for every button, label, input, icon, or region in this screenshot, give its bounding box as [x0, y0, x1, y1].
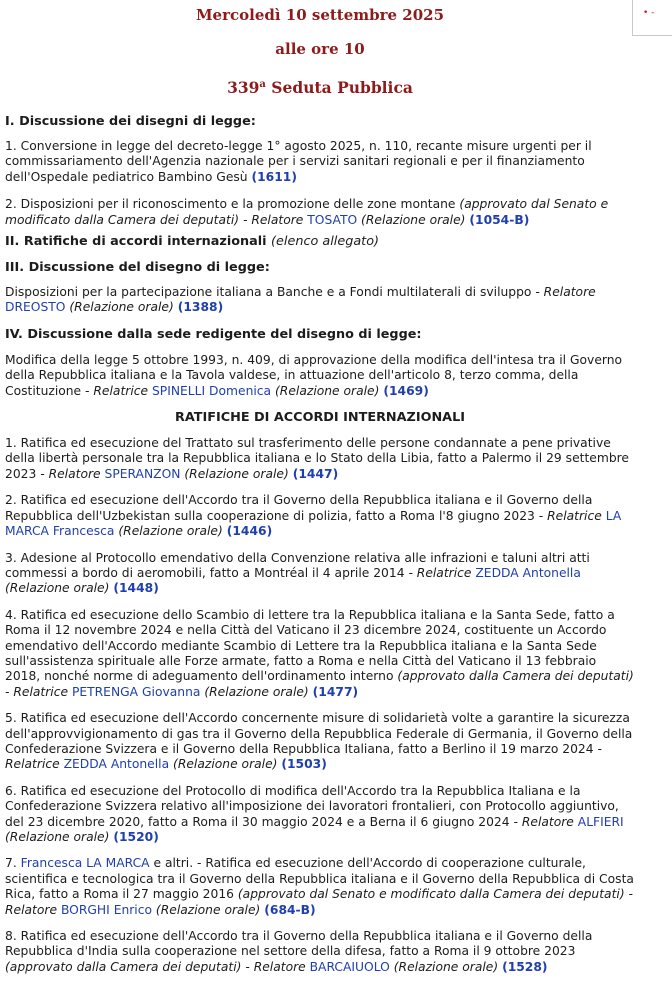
section-2-title: . Ratifiche di accordi internazionali	[14, 234, 267, 250]
item-3: Disposizioni per la partecipazione italiana a Banche e a Fondi multilaterali di sviluppo - Relatore DREOSTO (Relazione orale) (1388)	[5, 285, 596, 315]
ratifiche-title: RATIFICHE DI ACCORDI INTERNAZIONALI	[174, 410, 465, 426]
corner-mark-text: • -	[643, 8, 655, 18]
ratifica-3-link[interactable]: 1448	[118, 581, 154, 596]
ratifica-1: 1. Ratifica ed esecuzione del Trattato sul trasferimento delle persone condannate a pene privative della libertà personale tra la Repubblica italiana e lo Stato della Libia, fatto a Palermo il 29 settembre 2023 - Relatore SPERANZON (Relazione orale) (1447)	[5, 436, 629, 481]
ratifica-2-italic: - Relatrice	[538, 508, 606, 523]
item-4-text: Modifica della legge 5 ottobre 1993, n. 409, di approvazione della modifica dell'intesa tra il Governo della Repubblica italiana e la Tavola valdese, in attuazione dell'articolo 8, terzo comma, della Costituzione	[5, 352, 623, 398]
ratifica-1-link[interactable]: 1447	[298, 466, 333, 481]
ratifica-8-text: 8. Ratifica ed esecuzione dell'Accordo tra il Governo della Repubblica italiana e il Governo della Repubblica d'India sulla cooperazione nel settore della difesa, fatto a Roma il 9 ottobre 2023	[5, 929, 593, 959]
ratifica-4-italic: (approvato dalla Camera dei deputati) - Relatrice	[5, 669, 634, 699]
ratifica-7-author-link[interactable]: Francesca LA MARCA	[20, 856, 150, 871]
item-1: 1. Conversione in legge del decreto-legge 1° agosto 2025, n. 110, recante misure urgenti per il commissariamento dell'Agenzia nazionale per i servizi sanitari regionali e per il finanziamento dell'Ospedale pediatrico Bambino Gesù (1611)	[5, 139, 592, 184]
ratifica-2-text: 2. Ratifica ed esecuzione dell'Accordo tra il Governo della Repubblica italiana e il Governo della Repubblica dell'Uzbekistan sulla cooperazione di polizia, fatto a Roma l'8 giugno 2023	[5, 493, 593, 523]
ratifica-8: 8. Ratifica ed esecuzione dell'Accordo tra il Governo della Repubblica italiana e il Governo della Repubblica d'India sulla cooperazione nel settore della difesa, fatto a Roma il 9 ottobre 2023 (approvato dalla Camera dei deputati) - Relatore BARCAIUOLO (Relazione orale) (1528)	[5, 929, 593, 974]
ratifica-7-italic: (approvato dal Senato e modificato dalla Camera dei deputati) - Relatore	[5, 887, 633, 917]
ratifica-7-italic-2: (Relazione orale)	[152, 902, 261, 917]
item-4-italic-2: (Relazione orale)	[271, 383, 380, 398]
item-1-text: 1. Conversione in legge del decreto-legge 1° agosto 2025, n. 110, recante misure urgenti per il commissariamento dell'Agenzia nazionale per i servizi sanitari regionali e per il finanziamento dell'Ospedale pediatrico Bambino Gesù	[5, 139, 592, 184]
section-1-title: . Discussione dei disegni di legge:	[9, 114, 256, 129]
section-2-note: (elenco allegato)	[271, 234, 380, 250]
ratifica-1-italic: - Relatore	[40, 466, 105, 481]
item-3-italic-2: (Relazione orale)	[65, 300, 174, 315]
section-2-num: II	[5, 234, 15, 250]
ratifica-1-text: 1. Ratifica ed esecuzione del Trattato sul trasferimento delle persone condannate a pene privative della libertà personale tra la Repubblica italiana e lo Stato della Libia, fatto a Palermo il 29 settembre 2023	[5, 436, 629, 481]
ratifica-7-pre: 7.	[5, 856, 21, 871]
ratifica-6-italic: - Relatore	[513, 814, 578, 829]
section-3-num: III	[5, 260, 20, 276]
ratifica-5-rapporteur-link[interactable]: ZEDDA Antonella	[63, 757, 170, 772]
ratifica-7: 7. Francesca LA MARCA e altri. - Ratifica ed esecuzione dell'Accordo di cooperazione culturale, scientifica e tecnologica tra il Governo della Repubblica italiana e il Governo della Repubblica di Costa Rica, fatto a Roma il 27 maggio 2016 (approvato dal Senato e modificato dalla Camera dei deputati) - Relatore BORGHI Enrico (Relazione orale) (684-B)	[5, 856, 634, 917]
ratifica-4-rapporteur-link[interactable]: PETRENGA Giovanna	[71, 684, 201, 699]
item-4: Modifica della legge 5 ottobre 1993, n. 409, di approvazione della modifica dell'intesa tra il Governo della Repubblica italiana e la Tavola valdese, in attuazione dell'articolo 8, terzo comma, della Costituzione - Relatrice SPINELLI Domenica (Relazione orale) (1469)	[5, 352, 623, 398]
session-time: alle ore 10	[275, 40, 365, 58]
section-4-num: IV	[5, 326, 19, 342]
ratifica-6-text: 6. Ratifica ed esecuzione del Protocollo di modifica dell'Accordo tra la Repubblica Italiana e la Confederazione Svizzera relativo all'imposizione dei lavoratori frontalieri, con Protocollo aggiuntivo, del 23 dicembre 2020, fatto a Roma il 30 maggio 2024 e a Berna il 6 giugno 2024	[5, 783, 619, 829]
session-number: 339	[227, 78, 260, 97]
ratifica-7-link[interactable]: 684-B	[269, 902, 311, 917]
ratifica-3-text: 3. Adesione al Protocollo emendativo della Convenzione relativa alle infrazioni e taluni altri atti commessi a bordo di aeromobili, fatto a Montréal il 4 aprile 2014	[5, 550, 590, 580]
section-4-title: . Discussione dalla sede redigente del disegno di legge:	[18, 326, 422, 342]
ratifica-6-rapporteur-link[interactable]: ALFIERI	[577, 814, 624, 829]
session-number-sup: a	[259, 78, 266, 90]
ratifica-8-link[interactable]: 1528	[507, 959, 542, 974]
ratifica-3-italic: - Relatrice	[408, 565, 476, 580]
item-2-text: 2. Disposizioni per il riconoscimento e la promozione delle zone montane	[5, 197, 460, 212]
item-2-italic-2: (Relazione orale)	[357, 212, 466, 227]
ratifica-1-rapporteur-link[interactable]: SPERANZON	[104, 466, 181, 481]
ratifica-2-rapporteur-link[interactable]: LA MARCA Francesca	[5, 508, 622, 539]
ratifica-4-italic-2: (Relazione orale)	[200, 684, 309, 699]
ratifica-5-italic: - Relatrice	[5, 741, 602, 772]
item-3-text: Disposizioni per la partecipazione italiana a Banche e a Fondi multilaterali di sviluppo	[5, 285, 536, 300]
ratifica-6-link[interactable]: 1520	[118, 830, 154, 844]
item-2-link[interactable]: 1054-B	[475, 212, 524, 227]
ratifica-3-italic-2: (Relazione orale)	[5, 581, 110, 596]
ratifica-6: 6. Ratifica ed esecuzione del Protocollo di modifica dell'Accordo tra la Repubblica Italiana e la Confederazione Svizzera relativo all'imposizione dei lavoratori frontalieri, con Protocollo aggiuntivo, del 23 dicembre 2020, fatto a Roma il 30 maggio 2024 e a Berna il 6 giugno 2024 - Relatore ALFIERI (Relazione orale) (1520)	[5, 783, 624, 844]
ratifica-5-link[interactable]: 1503	[286, 757, 322, 772]
ratifica-5: 5. Ratifica ed esecuzione dell'Accordo concernente misure di solidarietà volte a garantire la sicurezza dell'approvvigionamento di gas tra il Governo della Repubblica Federale di Germania, il Governo della Confederazione Svizzera e il Governo della Repubblica Italiana, fatto a Berlino il 19 marzo 2024 - Relatrice ZEDDA Antonella (Relazione orale) (1503)	[5, 711, 633, 772]
item-2-italic: (approvato dal Senato e modificato dalla Camera dei deputati) - Relatore	[5, 197, 609, 227]
ratifica-6-italic-2: (Relazione orale)	[5, 830, 110, 844]
ratifica-8-rapporteur-link[interactable]: BARCAIUOLO	[309, 959, 390, 974]
item-2-rapporteur-link[interactable]: TOSATO	[307, 212, 358, 227]
ratifica-4-text: 4. Ratifica ed esecuzione dello Scambio di lettere tra la Repubblica italiana e la Santa Sede, fatto a Roma il 12 novembre 2024 e nella Città del Vaticano il 23 dicembre 2024, costituente un Accordo emendativo dell'Accordo mediante Scambio di Lettere tra la Repubblica italiana e la Santa Sede sull'assistenza spirituale alle Forze armate, fatto a Roma e nella Città del Vaticano il 13 febbraio 2018, nonché norme di adeguamento dell'ordinamento interno	[5, 607, 615, 684]
ratifica-3: 3. Adesione al Protocollo emendativo della Convenzione relativa alle infrazioni e taluni altri atti commessi a bordo di aeromobili, fatto a Montréal il 4 aprile 2014 - Relatrice ZEDDA Antonella (Relazione orale) (1448)	[5, 550, 590, 596]
section-heading-3	[5, 259, 635, 276]
item-2: 2. Disposizioni per il riconoscimento e la promozione delle zone montane (approvato dal Senato e modificato dalla Camera dei deputati) - Relatore TOSATO (Relazione orale) (1054-B)	[5, 197, 609, 227]
ratifica-8-italic-2: (Relazione orale)	[389, 959, 499, 974]
ratifica-4-link[interactable]: 1477	[318, 684, 353, 699]
session-title-text: Seduta Pubblica	[265, 78, 413, 97]
ratifica-3-rapporteur-link[interactable]: ZEDDA Antonella	[475, 565, 581, 580]
item-1-link[interactable]: 1611	[257, 169, 292, 184]
section-heading-2	[5, 233, 635, 250]
item-4-italic: - Relatrice	[85, 383, 152, 398]
section-3-title: . Discussione del disegno di legge:	[19, 260, 270, 276]
session-title	[5, 78, 635, 97]
section-1-num: I	[5, 114, 10, 129]
ratifica-5-text: 5. Ratifica ed esecuzione dell'Accordo concernente misure di solidarietà volte a garantire la sicurezza dell'approvvigionamento di gas tra il Governo della Repubblica Federale di Germania, il Governo della Confederazione Svizzera e il Governo della Repubblica Italiana, fatto a Berlino il 19 marzo 2024	[5, 711, 633, 756]
ratifica-7-text: e altri. - Ratifica ed esecuzione dell'Accordo di cooperazione culturale, scientifica e tecnologica tra il Governo della Repubblica italiana e il Governo della Repubblica di Costa Rica, fatto a Roma il 27 maggio 2016	[5, 856, 634, 902]
item-4-rapporteur-link[interactable]: SPINELLI Domenica	[151, 383, 272, 398]
ratifica-2-link[interactable]: 1446	[232, 524, 267, 539]
corner-mark	[632, 0, 672, 36]
ratifica-7-rapporteur-link[interactable]: BORGHI Enrico	[60, 902, 153, 917]
item-4-link[interactable]: 1469	[388, 383, 424, 398]
ratifica-4: 4. Ratifica ed esecuzione dello Scambio di lettere tra la Repubblica italiana e la Santa Sede, fatto a Roma il 12 novembre 2024 e nella Città del Vaticano il 23 dicembre 2024, costituente un Accordo emendativo dell'Accordo mediante Scambio di Lettere tra la Repubblica italiana e la Santa Sede sull'assistenza spirituale alle Forze armate, fatto a Roma e nella Città del Vaticano il 13 febbraio 2018, nonché norme di adeguamento dell'ordinamento interno (approvato dalla Camera dei deputati) - Relatrice PETRENGA Giovanna (Relazione orale) (1477)	[5, 607, 634, 699]
ratifica-2-italic-2: (Relazione orale)	[114, 524, 223, 539]
item-3-italic: - Relatore	[535, 285, 596, 300]
session-date: Mercoledì 10 settembre 2025	[195, 6, 445, 24]
ratifica-8-italic: (approvato dalla Camera dei deputati) - Relatore	[5, 959, 310, 974]
ratifica-5-italic-2: (Relazione orale)	[169, 757, 278, 772]
section-heading-4	[5, 326, 635, 343]
item-3-link[interactable]: 1388	[183, 300, 218, 315]
ratifica-2: 2. Ratifica ed esecuzione dell'Accordo tra il Governo della Repubblica italiana e il Governo della Repubblica dell'Uzbekistan sulla cooperazione di polizia, fatto a Roma l'8 giugno 2023 - Relatrice LA MARCA Francesca (Relazione orale) (1446)	[5, 493, 622, 539]
ratifica-1-italic-2: (Relazione orale)	[180, 466, 289, 481]
section-heading-1	[5, 113, 635, 130]
item-3-rapporteur-link[interactable]: DREOSTO	[5, 300, 66, 315]
